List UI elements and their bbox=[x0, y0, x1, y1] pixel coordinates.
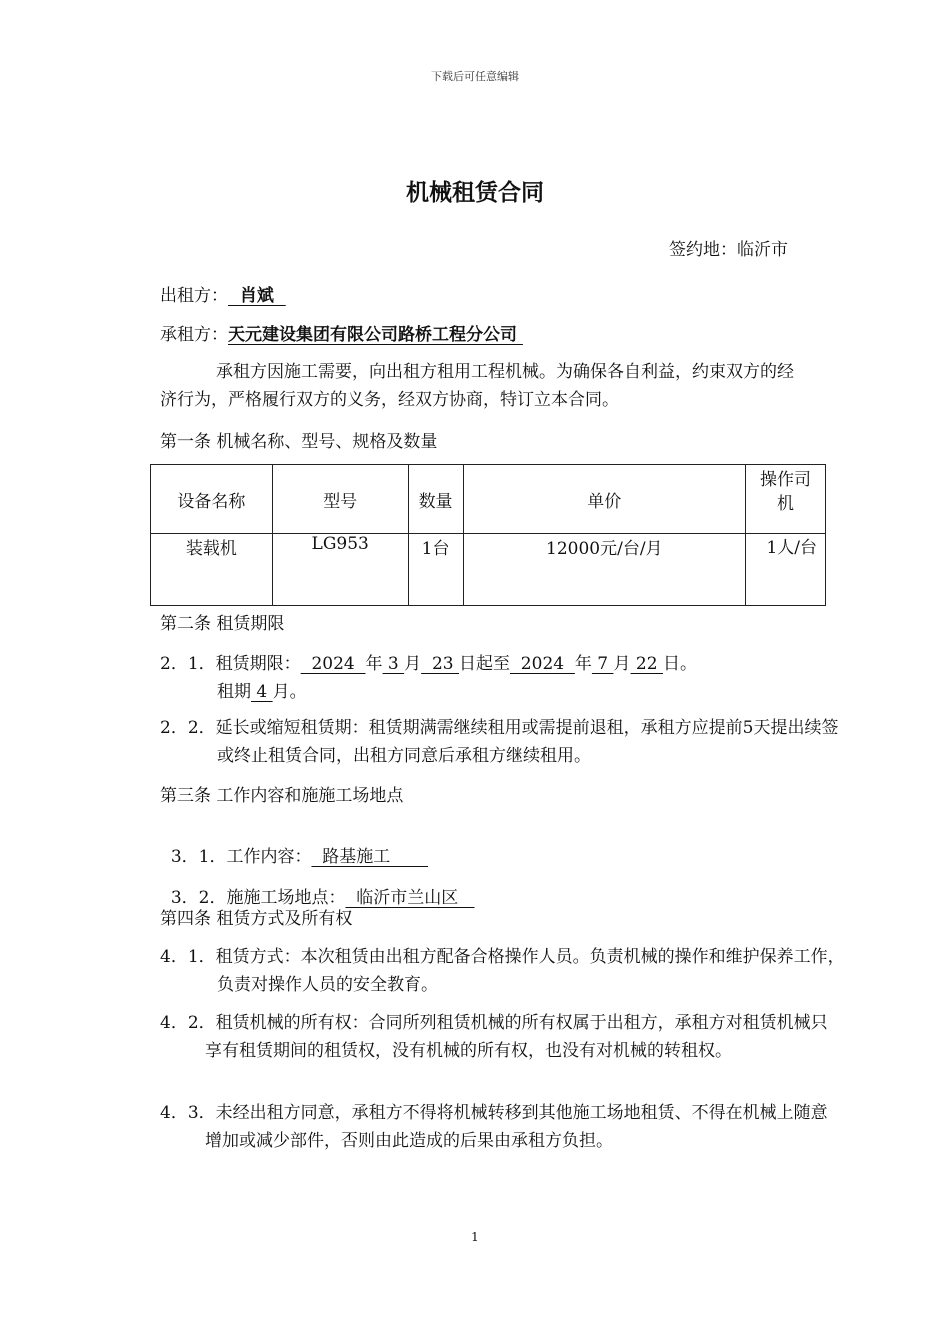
lessor-name: 肖斌 bbox=[228, 286, 286, 306]
clause-2-1 bbox=[160, 650, 697, 706]
clause-2-2: 2．2．延长或缩短租赁期：租赁期满需继续租用或需提前退租，承租方应提前5天提出续签或终止租赁合同，出租方同意后承租方继续租用。 bbox=[160, 718, 839, 766]
table-header-row bbox=[151, 465, 826, 534]
lessor-label: 出租方： bbox=[160, 286, 228, 306]
table-cell: LG953 bbox=[272, 534, 408, 606]
article2-heading: 第二条 租赁期限 bbox=[160, 614, 285, 634]
start-month: 3 bbox=[382, 654, 405, 674]
sign-place: 签约地：临沂市 bbox=[669, 240, 788, 260]
work-content: 路基施工 bbox=[311, 847, 429, 867]
clause-3-1 bbox=[160, 822, 428, 867]
table-cell: 12000元/台/月 bbox=[463, 534, 746, 606]
text: 租赁期限： bbox=[215, 654, 301, 674]
term-months: 4 bbox=[251, 682, 273, 702]
table-cell: 装载机 bbox=[151, 534, 273, 606]
start-year: 2024 bbox=[300, 654, 366, 674]
article4-heading: 第四条 租赁方式及所有权 bbox=[160, 909, 353, 929]
lessee-label: 承租方： bbox=[160, 325, 228, 345]
text: 日起至 bbox=[459, 654, 510, 674]
intro-paragraph: 承租方因施工需要，向出租方租用工程机械。为确保各自利益，约束双方的经济行为，严格履行双方的义务，经双方协商，特订立本合同。 bbox=[160, 362, 794, 410]
header-cell: 型号 bbox=[272, 465, 408, 534]
header-note: 下载后可任意编辑 bbox=[431, 70, 519, 83]
text: 年 bbox=[365, 654, 383, 674]
lessee-line bbox=[160, 320, 523, 345]
text: 月 bbox=[613, 654, 631, 674]
contract-title: 机械租赁合同 bbox=[406, 180, 544, 206]
end-day: 22 bbox=[630, 654, 663, 674]
header-cell: 操作司机 bbox=[746, 465, 826, 534]
page-number: 1 bbox=[471, 1230, 479, 1244]
clause-number: 2．1． bbox=[160, 654, 216, 674]
article3-heading: 第三条 工作内容和施施工场地点 bbox=[160, 786, 404, 806]
lessee-name: 天元建设集团有限公司路桥工程分公司 bbox=[228, 325, 523, 345]
work-site: 临沂市兰山区 bbox=[345, 888, 475, 908]
clause-4-1: 4．1．租赁方式：本次租赁由出租方配备合格操作人员。负责机械的操作和维护保养工作，负责对操作人员的安全教育。 bbox=[160, 947, 845, 995]
end-month: 7 bbox=[591, 654, 614, 674]
table-row bbox=[151, 534, 826, 606]
start-day: 23 bbox=[421, 654, 459, 674]
header-cell: 设备名称 bbox=[151, 465, 273, 534]
text: 月。 bbox=[272, 682, 307, 702]
clause-4-3: 4．3．未经出租方同意，承租方不得将机械转移到其他施工场地租赁、不得在机械上随意增加或减少部件，否则由此造成的后果由承租方负担。 bbox=[160, 1103, 828, 1151]
text: 年 bbox=[574, 654, 592, 674]
text: 租期 bbox=[217, 682, 251, 702]
clause-label: 3．2．施施工场地点： bbox=[170, 888, 346, 908]
end-year: 2024 bbox=[510, 654, 575, 674]
table-cell: 1台 bbox=[408, 534, 463, 606]
equipment-table bbox=[150, 464, 826, 606]
clause-label: 3．1．工作内容： bbox=[170, 847, 312, 867]
article1-heading: 第一条 机械名称、型号、规格及数量 bbox=[160, 432, 438, 452]
clause-4-2: 4．2．租赁机械的所有权：合同所列租赁机械的所有权属于出租方，承租方对租赁机械只享有租赁期间的租赁权，没有机械的所有权，也没有对机械的转租权。 bbox=[160, 1013, 828, 1061]
text: 月 bbox=[404, 654, 422, 674]
table-cell: 1人/台 bbox=[746, 534, 826, 606]
text: 日。 bbox=[662, 654, 697, 674]
clause-3-2 bbox=[160, 863, 474, 908]
header-cell: 单价 bbox=[463, 465, 746, 534]
header-cell: 数量 bbox=[408, 465, 463, 534]
lessor-line bbox=[160, 281, 286, 306]
